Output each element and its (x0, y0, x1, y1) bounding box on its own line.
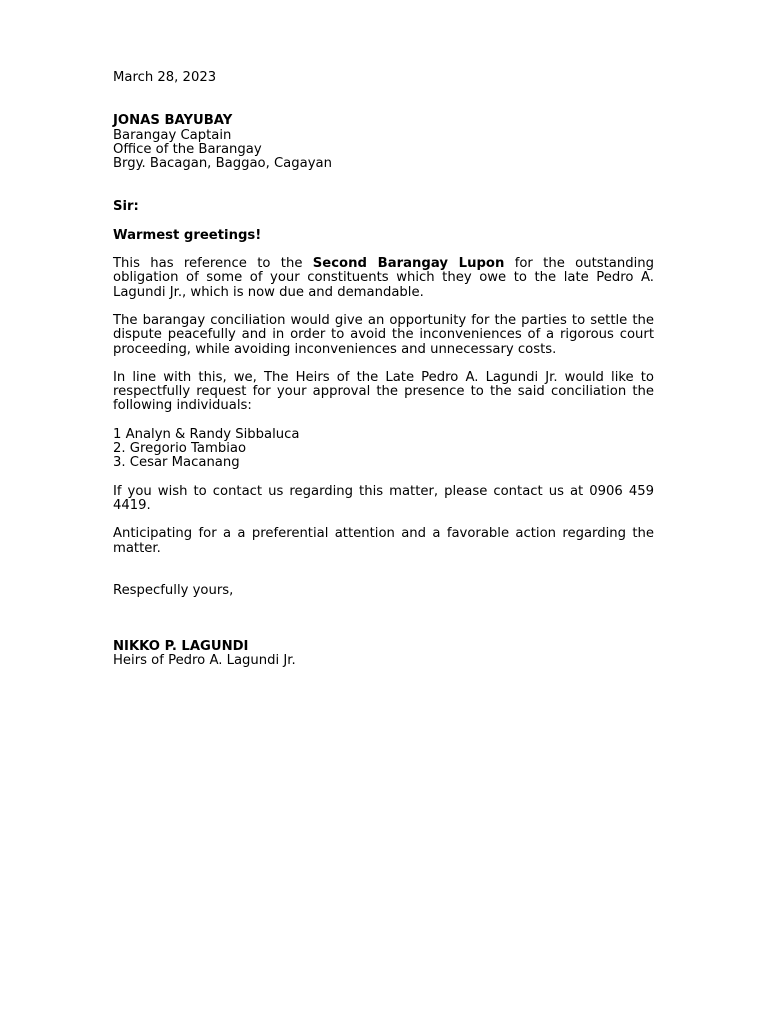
paragraph-request: In line with this, we, The Heirs of the Late Pedro A. Lagundi Jr. would like to respectfully request for your approval the presence to the said conciliation the following individuals: (113, 369, 654, 414)
recipient-block (113, 114, 654, 171)
greeting: Warmest greetings! (113, 227, 262, 243)
signature-block (113, 640, 654, 669)
individuals-list (113, 428, 654, 471)
lupon-name: Second Barangay Lupon (312, 256, 505, 272)
paragraph-reference (113, 257, 654, 300)
recipient-name: JONAS BAYUBAY (113, 113, 233, 129)
signatory-title: Heirs of Pedro A. Lagundi Jr. (113, 653, 296, 669)
recipient-title: Barangay Captain (113, 127, 232, 143)
letter-date: March 28, 2023 (113, 70, 217, 85)
paragraph-reference-body: for the outstanding obligation of some of your constituents which they owe to the late Pedro A. Lagundi Jr., which is now due and demandable. (113, 256, 654, 300)
letter-document (113, 71, 654, 669)
list-item: 2. Gregorio Tambiao (113, 441, 247, 457)
paragraph-contact: If you wish to contact us regarding this matter, please contact us at 0906 459 4419. (113, 483, 654, 513)
paragraph-conciliation: The barangay conciliation would give an opportunity for the parties to settle the dispute peacefully and in order to avoid the inconveniences of a rigorous court proceeding, while avoiding inconveniences and unnecessary costs. (113, 312, 654, 357)
list-item: 3. Cesar Macanang (113, 455, 240, 471)
signatory-name: NIKKO P. LAGUNDI (113, 639, 249, 655)
list-item: 1 Analyn & Randy Sibbaluca (113, 426, 300, 442)
paragraph-anticipation: Anticipating for a a preferential attention and a favorable action regarding the matter. (113, 526, 654, 556)
recipient-address: Brgy. Bacagan, Baggao, Cagayan (113, 156, 332, 172)
closing: Respecfully yours, (113, 582, 234, 598)
recipient-office: Office of the Barangay (113, 141, 262, 157)
paragraph-reference-intro: This has reference to the (113, 256, 313, 272)
salutation: Sir: (113, 199, 139, 215)
